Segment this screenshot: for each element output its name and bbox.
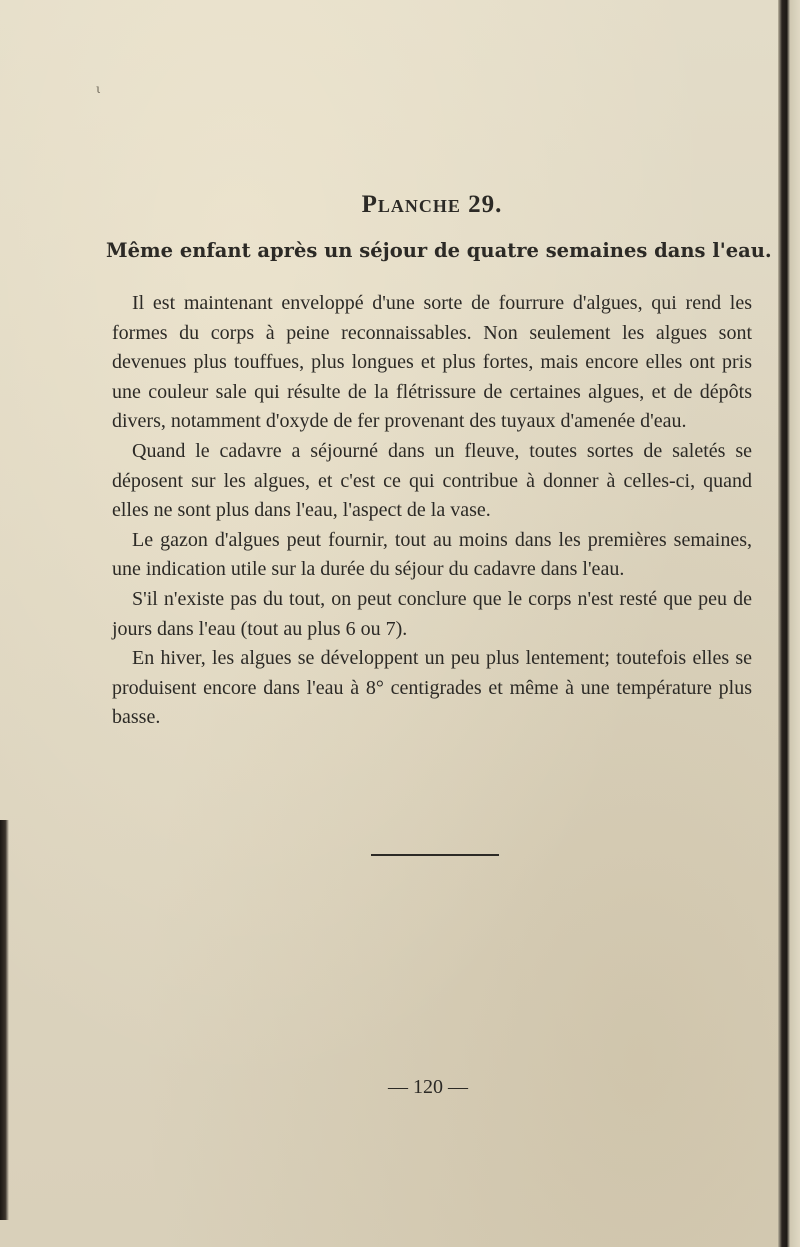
- paragraph-5: En hiver, les algues se développent un peu plus lentement; toutefois elles se produisent encore dans l'eau à 8° centigrades et même à une température plus basse.: [112, 647, 752, 729]
- page-number: — 120 —: [388, 1076, 468, 1098]
- paragraph-1: Il est maintenant enveloppé d'une sorte de fourrure d'algues, qui rend les formes du corps à peine reconnaissables. Non seulement les algues sont devenues plus touffues, plus longues et plus fortes, mais encore elles ont pris une couleur sale qui résulte de la flétrissure de certaines algues, et de dépôts divers, notamment d'oxyde de fer provenant des tuyaux d'amenée d'eau.: [112, 292, 752, 433]
- text-block: [106, 190, 772, 733]
- section-rule: [371, 854, 499, 856]
- plate-title: Planche 29.: [361, 191, 503, 218]
- plate-subtitle: Même enfant après un séjour de quatre semaines dans l'eau.: [106, 239, 772, 262]
- page-edge-shadow: [0, 820, 9, 1220]
- paragraph-3: Le gazon d'algues peut fournir, tout au moins dans les premières semaines, une indication utile sur la durée du séjour du cadavre dans l'eau.: [112, 528, 752, 581]
- binding-edge: [778, 0, 800, 1247]
- paragraph-2: Quand le cadavre a séjourné dans un fleuve, toutes sortes de saletés se déposent sur les algues, et c'est ce qui contribue à donner à celles-ci, quand elles ne sont plus dans l'eau, l'aspect de la vase.: [112, 439, 752, 522]
- paper-speck: ι: [96, 82, 101, 96]
- paragraph-4: S'il n'existe pas du tout, on peut conclure que le corps n'est resté que peu de jours dans l'eau (tout au plus 6 ou 7).: [112, 587, 752, 640]
